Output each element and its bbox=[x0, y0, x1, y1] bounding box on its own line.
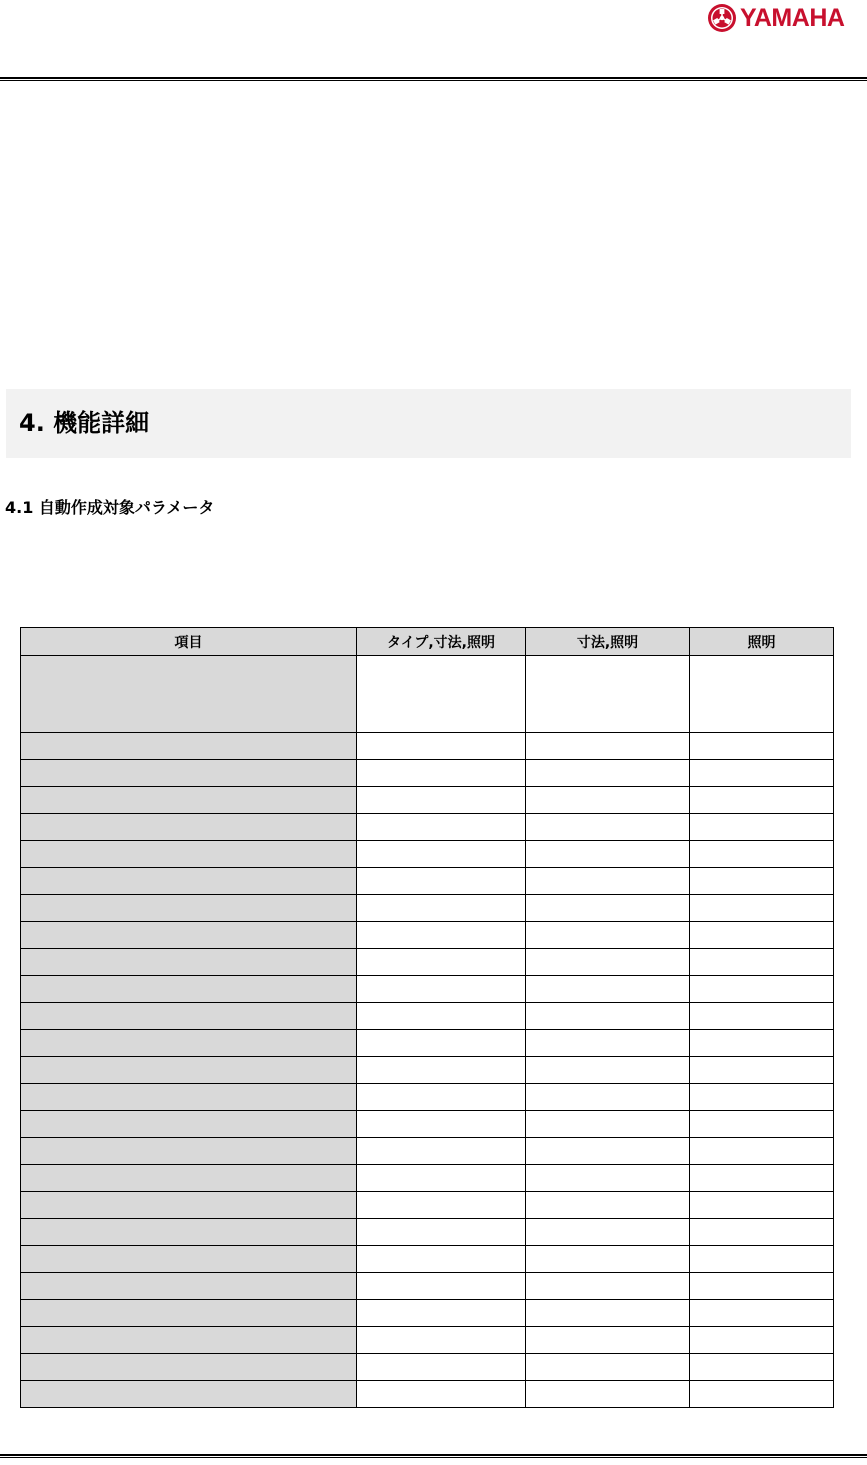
table-row bbox=[21, 1300, 834, 1327]
value-cell bbox=[690, 1381, 834, 1408]
column-header-lighting: 照明 bbox=[690, 628, 834, 656]
item-cell bbox=[21, 814, 357, 841]
item-cell bbox=[21, 1219, 357, 1246]
value-cell bbox=[690, 656, 834, 733]
item-cell bbox=[21, 1381, 357, 1408]
value-cell bbox=[357, 787, 526, 814]
table-row bbox=[21, 922, 834, 949]
table-row bbox=[21, 1138, 834, 1165]
table-row bbox=[21, 1084, 834, 1111]
yamaha-tuning-forks-icon bbox=[707, 3, 737, 33]
value-cell bbox=[357, 760, 526, 787]
section-banner bbox=[6, 389, 851, 458]
value-cell bbox=[357, 656, 526, 733]
value-cell bbox=[690, 1138, 834, 1165]
item-cell bbox=[21, 733, 357, 760]
value-cell bbox=[357, 814, 526, 841]
value-cell bbox=[526, 1246, 690, 1273]
logo-text: YAMAHA bbox=[740, 4, 845, 32]
table-row bbox=[21, 976, 834, 1003]
value-cell bbox=[357, 1327, 526, 1354]
value-cell bbox=[526, 895, 690, 922]
value-cell bbox=[526, 1192, 690, 1219]
value-cell bbox=[357, 1111, 526, 1138]
value-cell bbox=[690, 733, 834, 760]
value-cell bbox=[526, 1273, 690, 1300]
value-cell bbox=[690, 1354, 834, 1381]
item-cell bbox=[21, 1138, 357, 1165]
table-row bbox=[21, 733, 834, 760]
footer-rule bbox=[0, 1454, 867, 1458]
value-cell bbox=[690, 1219, 834, 1246]
value-cell bbox=[357, 949, 526, 976]
value-cell bbox=[357, 1354, 526, 1381]
value-cell bbox=[357, 1381, 526, 1408]
value-cell bbox=[690, 949, 834, 976]
value-cell bbox=[690, 760, 834, 787]
item-cell bbox=[21, 1354, 357, 1381]
value-cell bbox=[526, 1381, 690, 1408]
item-cell bbox=[21, 868, 357, 895]
value-cell bbox=[526, 733, 690, 760]
parameter-table bbox=[20, 627, 834, 1408]
table-row bbox=[21, 1192, 834, 1219]
value-cell bbox=[526, 787, 690, 814]
value-cell bbox=[690, 1030, 834, 1057]
value-cell bbox=[690, 787, 834, 814]
table-row bbox=[21, 1003, 834, 1030]
value-cell bbox=[690, 1084, 834, 1111]
value-cell bbox=[357, 976, 526, 1003]
value-cell bbox=[357, 1246, 526, 1273]
value-cell bbox=[357, 1300, 526, 1327]
section-title: 4. 機能詳細 bbox=[19, 409, 150, 437]
value-cell bbox=[526, 814, 690, 841]
item-cell bbox=[21, 1327, 357, 1354]
value-cell bbox=[526, 1165, 690, 1192]
value-cell bbox=[526, 868, 690, 895]
item-cell bbox=[21, 895, 357, 922]
table-header-row bbox=[21, 628, 834, 656]
table-row bbox=[21, 814, 834, 841]
table-row bbox=[21, 1327, 834, 1354]
item-cell bbox=[21, 760, 357, 787]
value-cell bbox=[690, 1057, 834, 1084]
value-cell bbox=[690, 1246, 834, 1273]
table-row bbox=[21, 868, 834, 895]
value-cell bbox=[526, 949, 690, 976]
table-row bbox=[21, 841, 834, 868]
value-cell bbox=[357, 733, 526, 760]
table-body bbox=[21, 656, 834, 1408]
item-cell bbox=[21, 1192, 357, 1219]
value-cell bbox=[357, 1219, 526, 1246]
value-cell bbox=[357, 922, 526, 949]
value-cell bbox=[690, 922, 834, 949]
value-cell bbox=[357, 1084, 526, 1111]
item-cell bbox=[21, 949, 357, 976]
item-cell bbox=[21, 1165, 357, 1192]
value-cell bbox=[690, 895, 834, 922]
item-cell bbox=[21, 841, 357, 868]
table-row bbox=[21, 787, 834, 814]
value-cell bbox=[357, 841, 526, 868]
value-cell bbox=[357, 1192, 526, 1219]
value-cell bbox=[690, 1327, 834, 1354]
value-cell bbox=[526, 1138, 690, 1165]
value-cell bbox=[357, 1273, 526, 1300]
table-row bbox=[21, 1381, 834, 1408]
value-cell bbox=[357, 1057, 526, 1084]
value-cell bbox=[526, 1219, 690, 1246]
table-row bbox=[21, 895, 834, 922]
item-cell bbox=[21, 1273, 357, 1300]
item-cell bbox=[21, 656, 357, 733]
item-cell bbox=[21, 1300, 357, 1327]
value-cell bbox=[357, 1003, 526, 1030]
value-cell bbox=[526, 976, 690, 1003]
column-header-item: 項目 bbox=[21, 628, 357, 656]
value-cell bbox=[526, 1111, 690, 1138]
value-cell bbox=[690, 1003, 834, 1030]
value-cell bbox=[690, 868, 834, 895]
value-cell bbox=[690, 1273, 834, 1300]
item-cell bbox=[21, 1111, 357, 1138]
header-rule bbox=[0, 77, 867, 81]
item-cell bbox=[21, 922, 357, 949]
table-row bbox=[21, 1111, 834, 1138]
value-cell bbox=[357, 1165, 526, 1192]
table-row bbox=[21, 1273, 834, 1300]
yamaha-logo bbox=[707, 0, 844, 36]
value-cell bbox=[526, 1003, 690, 1030]
table-row bbox=[21, 1246, 834, 1273]
item-cell bbox=[21, 1030, 357, 1057]
value-cell bbox=[357, 868, 526, 895]
value-cell bbox=[690, 976, 834, 1003]
value-cell bbox=[690, 1165, 834, 1192]
value-cell bbox=[690, 841, 834, 868]
value-cell bbox=[526, 1057, 690, 1084]
table-row bbox=[21, 949, 834, 976]
value-cell bbox=[526, 656, 690, 733]
table-row bbox=[21, 656, 834, 733]
value-cell bbox=[526, 1327, 690, 1354]
table-row bbox=[21, 1057, 834, 1084]
table-row bbox=[21, 1354, 834, 1381]
value-cell bbox=[690, 1192, 834, 1219]
column-header-size-lighting: 寸法,照明 bbox=[526, 628, 690, 656]
value-cell bbox=[690, 1111, 834, 1138]
value-cell bbox=[526, 1300, 690, 1327]
value-cell bbox=[357, 1138, 526, 1165]
value-cell bbox=[357, 895, 526, 922]
value-cell bbox=[526, 1084, 690, 1111]
item-cell bbox=[21, 1084, 357, 1111]
column-header-type-size-lighting: タイプ,寸法,照明 bbox=[357, 628, 526, 656]
item-cell bbox=[21, 1246, 357, 1273]
value-cell bbox=[526, 841, 690, 868]
item-cell bbox=[21, 1057, 357, 1084]
value-cell bbox=[526, 922, 690, 949]
value-cell bbox=[526, 1354, 690, 1381]
value-cell bbox=[357, 1030, 526, 1057]
table-row bbox=[21, 760, 834, 787]
item-cell bbox=[21, 1003, 357, 1030]
value-cell bbox=[690, 814, 834, 841]
value-cell bbox=[526, 1030, 690, 1057]
item-cell bbox=[21, 976, 357, 1003]
value-cell bbox=[526, 760, 690, 787]
value-cell bbox=[690, 1300, 834, 1327]
item-cell bbox=[21, 787, 357, 814]
subsection-title: 4.1 自動作成対象パラメータ bbox=[5, 498, 215, 517]
table-row bbox=[21, 1165, 834, 1192]
table-row bbox=[21, 1030, 834, 1057]
table-row bbox=[21, 1219, 834, 1246]
